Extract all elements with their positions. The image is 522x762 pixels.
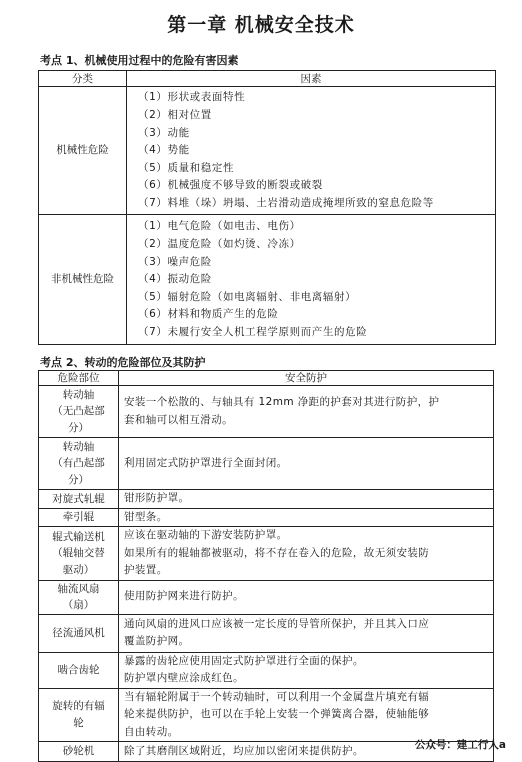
hazard-part-cell [39,614,119,652]
table-row [39,508,494,527]
protection-cell [119,527,494,581]
hazard-part-cell [39,490,119,509]
list-item: （2）温度危险（如灼烫、冷冻） [138,238,301,251]
hazard-part-cell [39,688,119,742]
table-row [39,386,494,438]
table-row [39,87,496,215]
hazard-part-cell [39,438,119,490]
header-protection: 安全防护 [119,371,494,386]
factor-list [132,88,490,212]
protection-line: 防护罩内壁应涂成红色。 [124,672,244,684]
protection-line: 钳形防护罩。 [124,492,190,504]
protection-line: 除了其磨削区域附近，均应加以密闭来提供防护。 [124,744,364,757]
hazard-part-line: 轮 [73,716,84,729]
hazard-part-cell [39,527,119,581]
protection-line: 如果所有的辊轴都被驱动，将不存在卷入的危险，故无须安装防 [124,546,430,559]
hazard-part-line: 驱动） [62,563,95,576]
list-item: （2）相对位置 [138,109,212,122]
table-row [39,652,494,688]
protection-line: 护装置。 [124,564,168,576]
footer-credit: 公众号：建工行人a [414,739,506,751]
hazard-part-line: 啮合齿轮 [57,663,100,676]
header-factors: 因素 [127,71,496,87]
table-row [39,580,494,614]
protection-line: 应该在驱动轴的下游安装防护罩。 [124,529,288,541]
table-row [39,490,494,509]
hazard-factors-table [38,70,496,345]
table-header-row [39,71,496,87]
protection-line: 当有辐轮附属于一个转动轴时，可以利用一个金属盘片填充有辐 [124,690,430,703]
list-item: （5）质量和稳定性 [138,161,235,174]
hazard-part-line: 牵引辊 [62,511,95,523]
protection-line: 暴露的齿轮应使用固定式防护罩进行全面的保护。 [124,654,364,667]
list-item: （3）噪声危险 [138,255,212,268]
list-item: （4）振动危险 [138,273,212,286]
hazard-part-line: （辊轴交替 [52,547,105,559]
protection-cell [119,580,494,614]
factor-list [132,217,490,341]
factors-cell [127,87,496,215]
section2-heading: 考点 2、转动的危险部位及其防护 [40,356,206,369]
protection-line: 使用防护网来进行防护。 [124,590,244,603]
hazard-part-line: （有凸起部 [52,457,105,470]
hazard-part-line: （扇） [62,599,95,611]
header-category: 分类 [39,71,127,87]
hazard-part-line: 径流通风机 [52,626,105,639]
list-item: （4）势能 [138,144,190,157]
hazard-part-line: 对旋式轧辊 [52,492,105,505]
section1-heading: 考点 1、机械使用过程中的危险有害因素 [40,54,239,67]
hazard-part-cell [39,742,119,762]
hazard-part-line: 转动轴 [62,440,95,453]
hazard-part-cell [39,508,119,527]
hazard-part-line: （无凸起部 [52,405,105,418]
list-item: （1）形状或表面特性 [138,91,246,104]
hazard-part-cell [39,386,119,438]
hazard-part-line: 砂轮机 [62,745,95,758]
hazard-part-line: 分） [68,421,89,434]
protection-cell [119,490,494,509]
category-cell: 非机械性危险 [39,215,127,345]
factors-cell [127,215,496,345]
protection-cell [119,508,494,527]
list-item: （1）电气危险（如电击、电伤） [138,220,301,233]
table-row [39,527,494,581]
hazard-part-line: 分） [68,473,89,486]
protection-line: 利用固定式防护罩进行全面封闭。 [124,456,288,469]
list-item: （6）材料和物质产生的危险 [138,308,279,321]
protection-cell [119,652,494,688]
protection-cell [119,386,494,438]
hazard-part-cell [39,652,119,688]
table-row [39,688,494,742]
protection-line: 钳型条。 [124,510,168,523]
list-item: （5）辐射危险（如电离辐射、非电离辐射） [138,290,357,303]
list-item: （6）机械强度不够导致的断裂或破裂 [138,179,323,192]
hazard-part-line: 辊式输送机 [52,530,105,543]
protection-line: 覆盖防护网。 [124,635,190,647]
list-item: （3）动能 [138,126,190,139]
hazard-part-cell [39,580,119,614]
rotating-hazard-table [38,370,494,762]
protection-line: 套和轴可以相互滑动。 [124,413,233,426]
protection-line: 轮来提供防护，也可以在手轮上安装一个弹簧离合器，使轴能够 [124,708,430,720]
table-row [39,438,494,490]
list-item: （7）料堆（垛）坍塌、土岩滑动造成掩埋所致的窒息危险等 [138,196,434,209]
hazard-part-line: 旋转的有辐 [52,700,105,713]
category-cell: 机械性危险 [39,87,127,215]
header-hazard-part: 危险部位 [39,371,119,386]
protection-line: 安装一个松散的、与轴具有 12mm 净距的护套对其进行防护，护 [124,396,440,408]
hazard-part-line: 轴流风扇 [57,582,100,595]
chapter-title: 第一章 机械安全技术 [167,14,355,36]
protection-cell [119,688,494,742]
table-row [39,614,494,652]
hazard-part-line: 转动轴 [62,388,95,401]
list-item: （7）未履行安全人机工程学原则而产生的危险 [138,325,368,338]
table-header-row [39,371,494,386]
protection-cell [119,438,494,490]
protection-cell [119,614,494,652]
protection-line: 通向风扇的进风口应该被一定长度的导管所保护，并且其入口应 [124,617,430,630]
protection-line: 自由转动。 [124,725,179,738]
table-row [39,215,496,345]
